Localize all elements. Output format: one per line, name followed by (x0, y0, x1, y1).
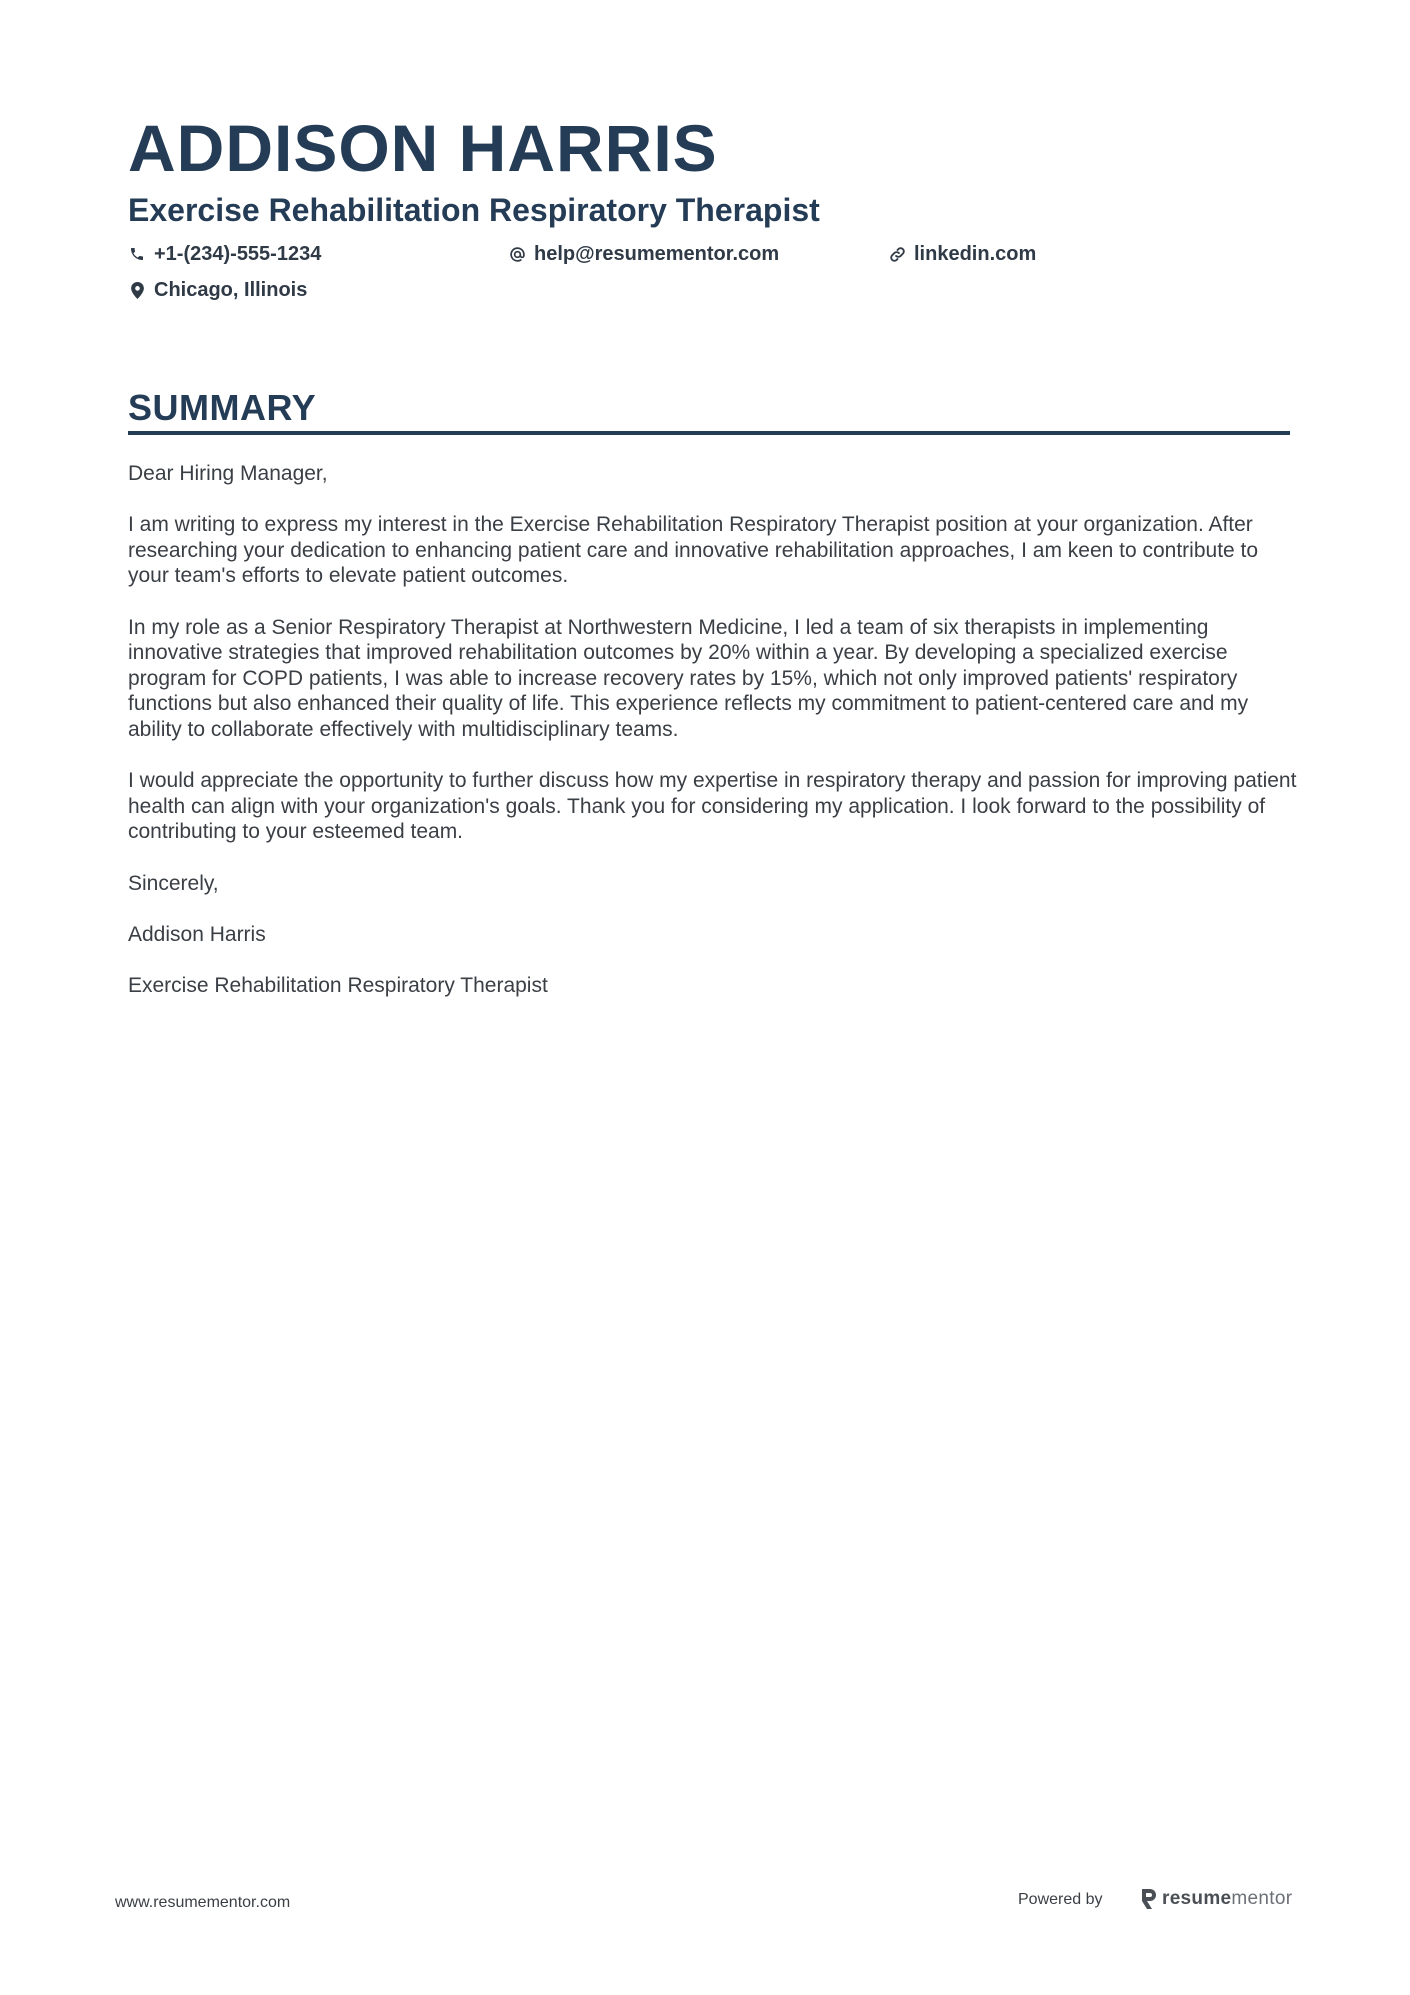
signature-title: Exercise Rehabilitation Respiratory Therapist (128, 973, 548, 997)
contact-location (128, 277, 307, 303)
signature-name: Addison Harris (128, 922, 266, 946)
applicant-name: ADDISON HARRIS (128, 111, 718, 185)
section-divider (128, 431, 1290, 435)
location-pin-icon (128, 281, 146, 299)
at-icon (508, 245, 526, 263)
phone-icon (128, 245, 146, 263)
powered-by-label: Powered by (1018, 1891, 1103, 1908)
brand-wordmark-light: mentor (1231, 1888, 1293, 1909)
section-title-summary: SUMMARY (128, 387, 317, 428)
brand-wordmark (1162, 1886, 1292, 1912)
contact-email[interactable] (508, 241, 779, 267)
website-link[interactable]: linkedin.com (914, 243, 1037, 265)
footer-website-link[interactable]: www.resumementor.com (115, 1894, 291, 1911)
letter-paragraph: In my role as a Senior Respiratory Therapist at Northwestern Medicine, I led a team of six therapists in implementing innovative strategies that improved rehabilitation outcomes by 20% within a year. By developing a specialized exercise program for COPD patients, I was able to increase recovery rates by 15%, which not only improved patients' respiratory functions but also enhanced their quality of life. This experience reflects my commitment to patient-centered care and my ability to collaborate effectively with multidisciplinary teams. (128, 615, 1249, 741)
letter-greeting: Dear Hiring Manager, (128, 462, 328, 485)
letter-closing: Sincerely, (128, 871, 219, 895)
brand-wordmark-bold: resume (1162, 1888, 1232, 1909)
phone-number: +1-(234)-555-1234 (154, 243, 322, 265)
contact-phone (128, 241, 321, 267)
letter-body (128, 461, 1298, 1024)
applicant-job-title: Exercise Rehabilitation Respiratory Therapist (128, 192, 820, 228)
email-address[interactable]: help@resumementor.com (534, 243, 780, 265)
letter-paragraph: I would appreciate the opportunity to further discuss how my expertise in respiratory therapy and passion for improving patient health can align with your organization's goals. Thank you for considering my application. I look forward to the possibility of contributing to your esteemed team. (128, 769, 1297, 844)
brand-logo[interactable] (1140, 1886, 1292, 1912)
location-text: Chicago, Illinois (154, 279, 308, 301)
letter-paragraph: I am writing to express my interest in the Exercise Rehabilitation Respiratory Therapist position at your organization. After researching your dedication to enhancing patient care and innovative rehabilitation approaches, I am keen to contribute to your team's efforts to elevate patient outcomes. (128, 513, 1259, 588)
contact-website[interactable] (888, 241, 1036, 267)
link-icon (888, 245, 906, 263)
brand-logo-icon (1140, 1889, 1156, 1909)
